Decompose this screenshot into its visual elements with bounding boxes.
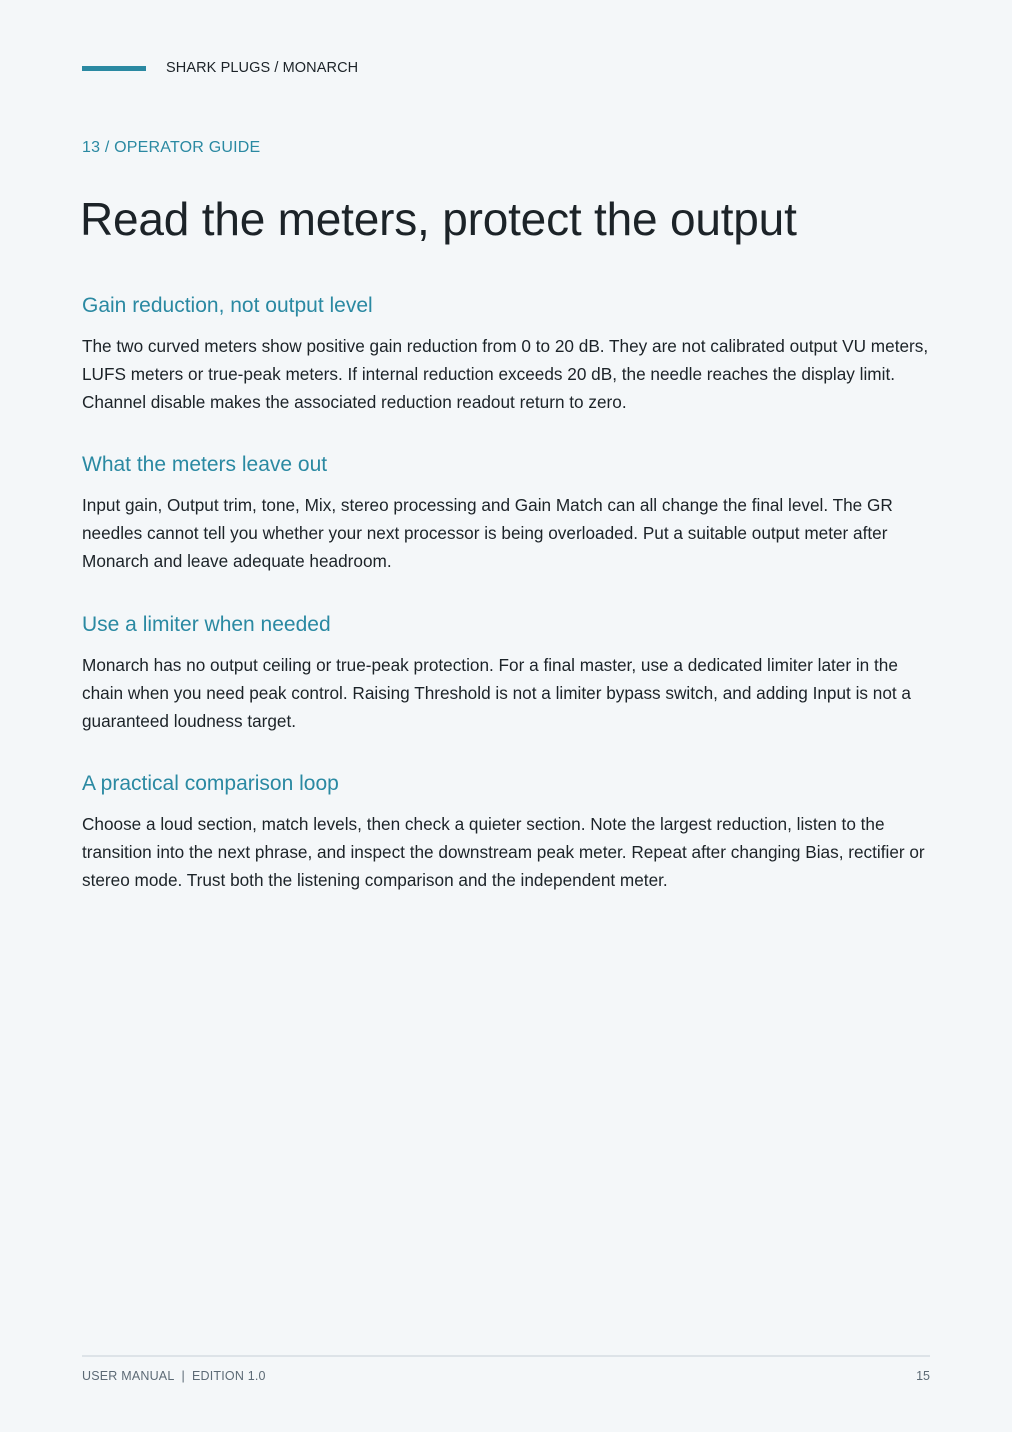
section-body: Input gain, Output trim, tone, Mix, stereo processing and Gain Match can all change the final level. The GR needles cannot tell you whether your next processor is being overloaded. Put a suitable output meter after Monarch and leave adequate headroom. bbox=[82, 495, 893, 571]
page-number: 15 bbox=[916, 1369, 930, 1383]
section-heading: A practical comparison loop bbox=[82, 772, 339, 795]
chapter-kicker: 13 / OPERATOR GUIDE bbox=[82, 139, 261, 156]
footer-manual-label: USER MANUAL bbox=[82, 1369, 175, 1383]
section-meters-leave-out bbox=[82, 452, 930, 575]
page-title: Read the meters, protect the output bbox=[80, 193, 797, 245]
footer-edition-label: EDITION 1.0 bbox=[191, 1369, 266, 1383]
section-comparison-loop bbox=[82, 771, 930, 894]
page-header bbox=[82, 58, 358, 78]
section-heading: Use a limiter when needed bbox=[82, 613, 331, 636]
section-heading: What the meters leave out bbox=[82, 453, 328, 476]
section-body: Monarch has no output ceiling or true-peak protection. For a final master, use a dedicated limiter later in the chain when you need peak control. Raising Threshold is not a limiter bypass switch, and adding Input is not a guaranteed loudness target. bbox=[82, 655, 911, 731]
section-body: The two curved meters show positive gain reduction from 0 to 20 dB. They are not calibrated output VU meters, LUFS meters or true-peak meters. If internal reduction exceeds 20 dB, the needle reaches the display limit. Channel disable makes the associated reduction readout return to zero. bbox=[82, 336, 929, 412]
section-body: Choose a loud section, match levels, then check a quieter section. Note the largest reduction, listen to the transition into the next phrase, and inspect the downstream peak meter. Repeat after changing Bias, rectifier or stereo mode. Trust both the listening comparison and the independent meter. bbox=[82, 814, 925, 890]
section-use-limiter bbox=[82, 612, 930, 735]
section-heading: Gain reduction, not output level bbox=[82, 294, 373, 317]
footer-separator: | bbox=[181, 1369, 185, 1383]
footer-edition-info bbox=[82, 1369, 266, 1383]
header-title: SHARK PLUGS / MONARCH bbox=[166, 60, 359, 76]
footer-divider bbox=[82, 1355, 930, 1357]
header-accent-rule bbox=[82, 66, 146, 71]
section-gain-reduction bbox=[82, 293, 930, 416]
